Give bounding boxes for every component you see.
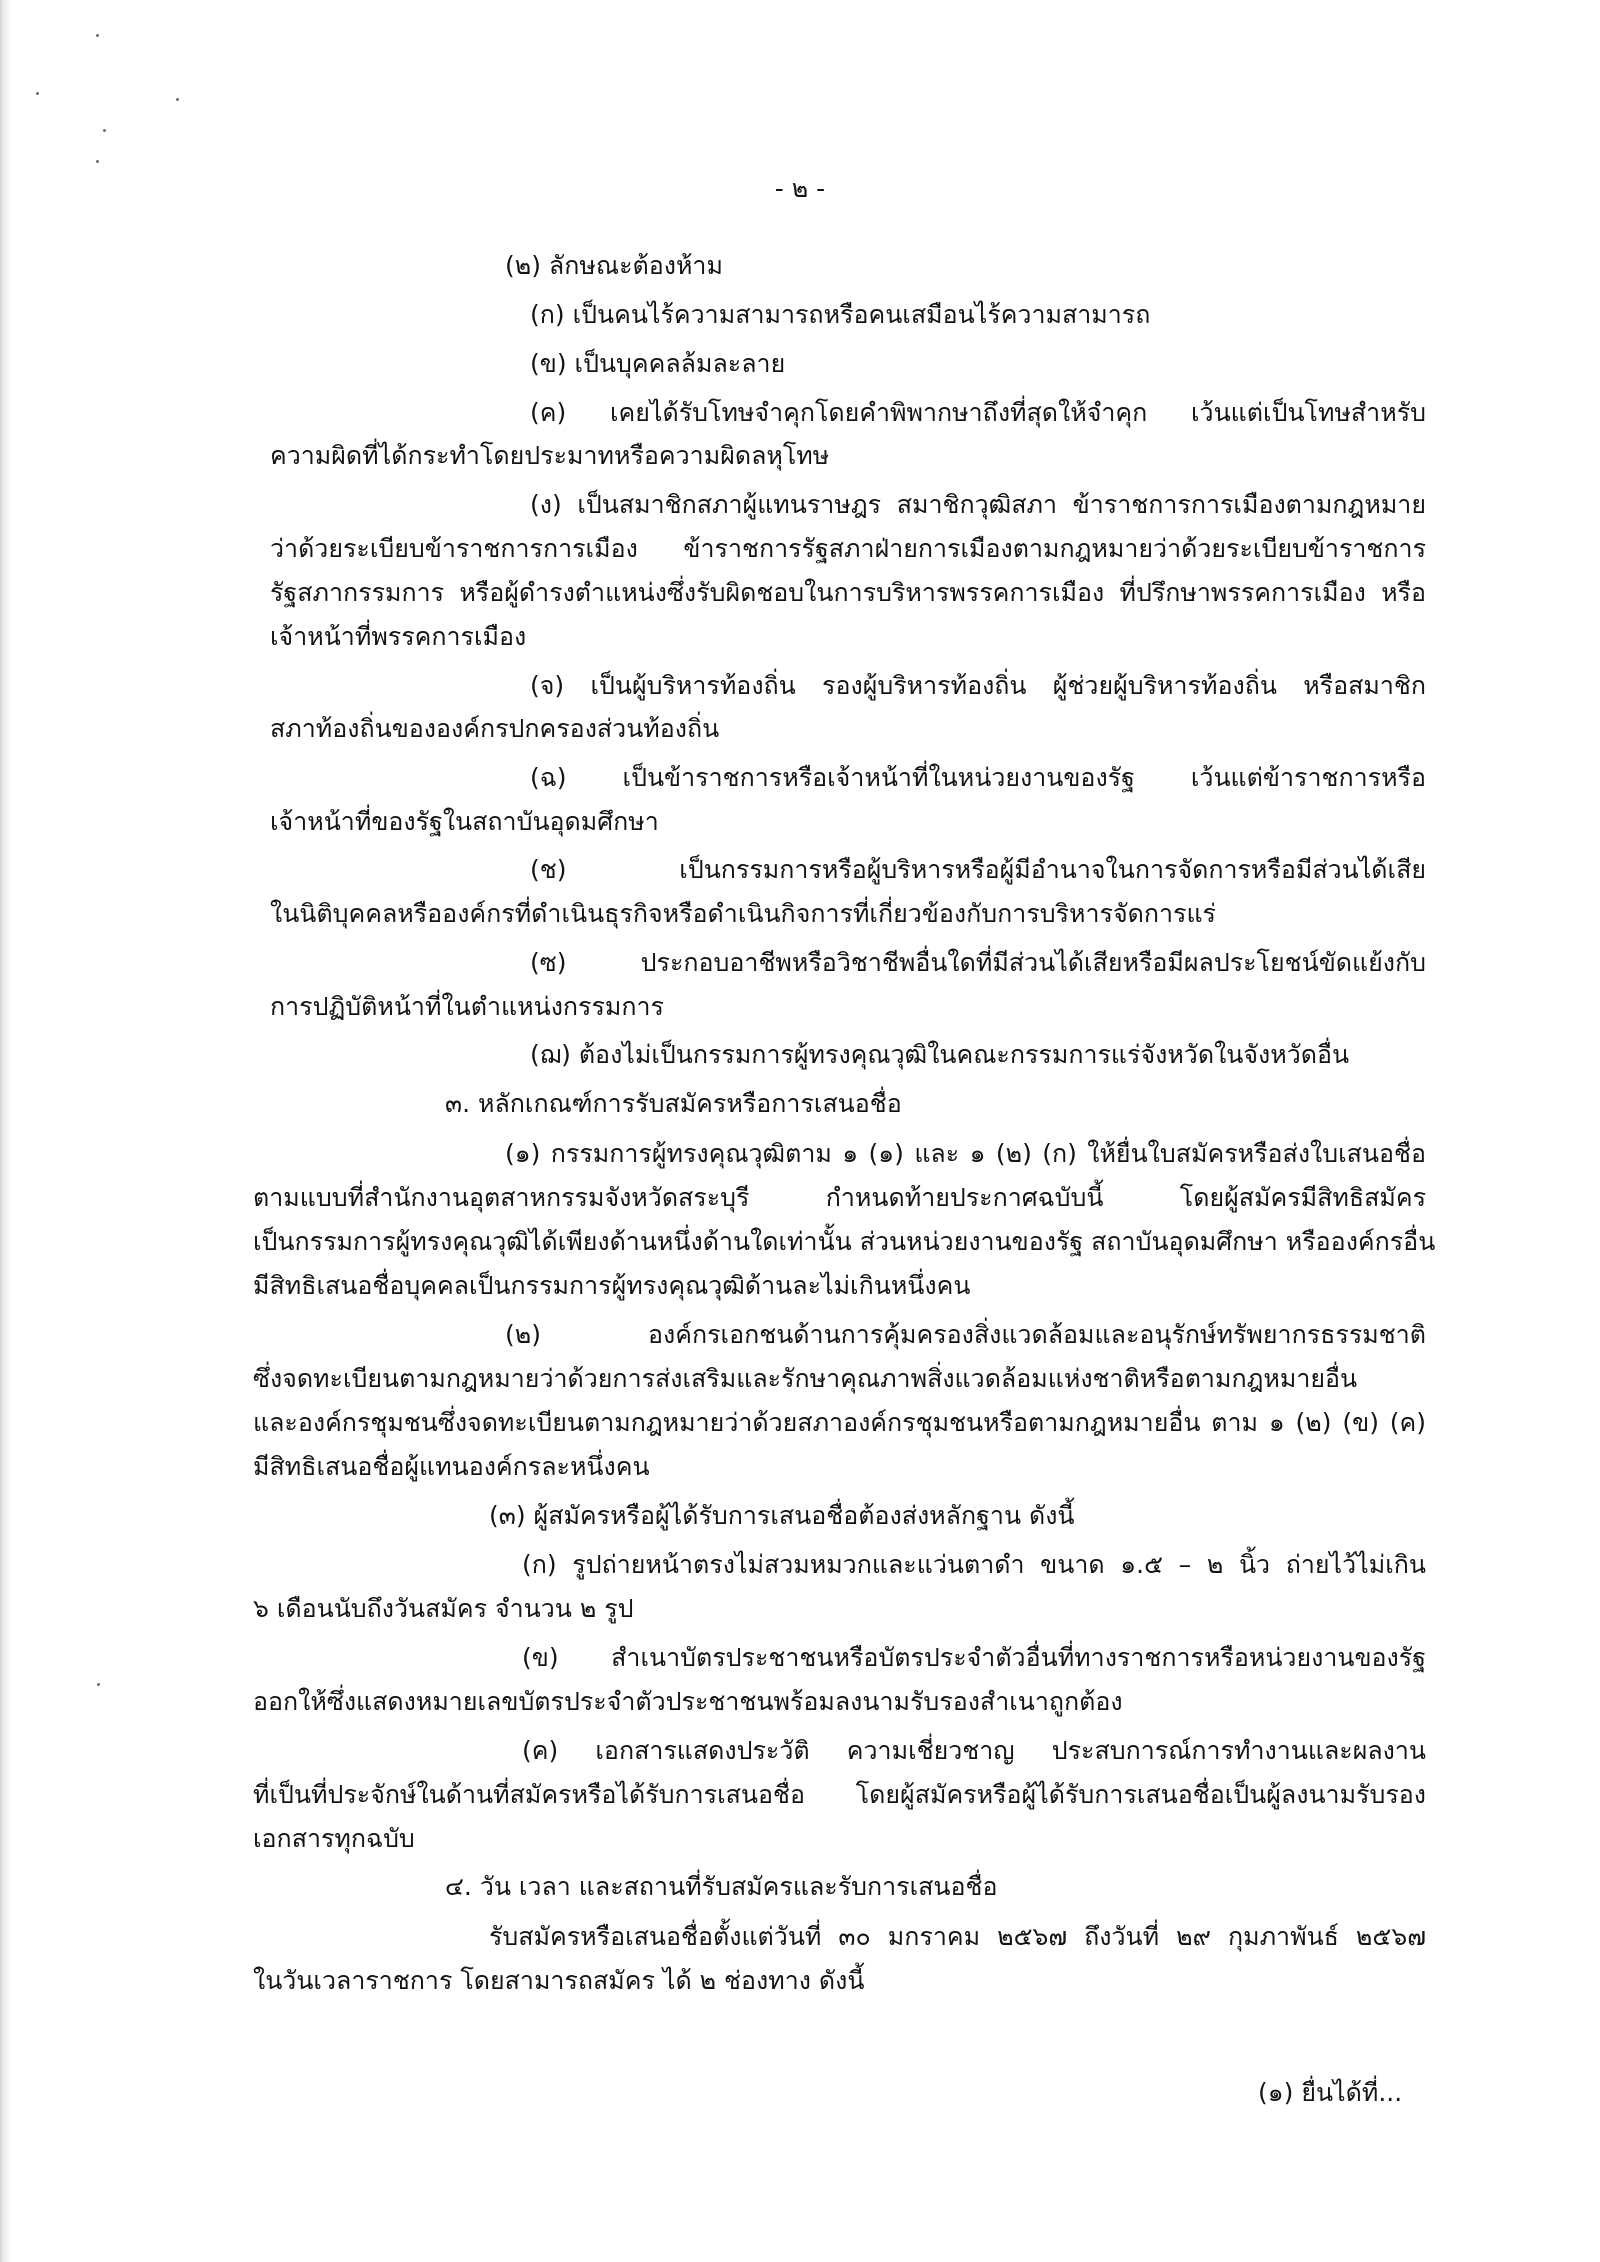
scan-speck — [96, 160, 99, 163]
item-line: เอกสารทุกฉบับ — [253, 1824, 415, 1853]
item-line: (ฉ) เป็นข้าราชการหรือเจ้าหน้าที่ในหน่วยงานของรัฐ เว้นแต่ข้าราชการหรือ — [530, 763, 1426, 792]
item-line: รัฐสภากรรมการ หรือผู้ดำรงตำแหน่งซึ่งรับผิดชอบในการบริหารพรรคการเมือง ที่ปรึกษาพรรคการเมือง หรือ — [270, 578, 1426, 607]
item-line: (ข) สำเนาบัตรประชาชนหรือบัตรประจำตัวอื่นที่ทางราชการหรือหน่วยงานของรัฐ — [522, 1643, 1426, 1672]
section-4-heading: ๔. วัน เวลา และสถานที่รับสมัครและรับการเสนอชื่อ — [445, 1872, 998, 1901]
scan-speck — [176, 98, 179, 101]
item-line: รับสมัครหรือเสนอชื่อตั้งแต่วันที่ ๓๐ มกราคม ๒๕๖๗ ถึงวันที่ ๒๙ กุมภาพันธ์ ๒๕๖๗ — [489, 1922, 1426, 1951]
item-line: ออกให้ซึ่งแสดงหมายเลขบัตรประจำตัวประชาชนพร้อมลงนามรับรองสำเนาถูกต้อง — [253, 1687, 1123, 1716]
scan-speck — [36, 92, 39, 95]
item-line: (ข) เป็นบุคคลล้มละลาย — [530, 349, 786, 378]
item-line: ๖ เดือนนับถึงวันสมัคร จำนวน ๒ รูป — [253, 1594, 634, 1623]
scan-speck — [103, 129, 106, 132]
item-line: (ซ) ประกอบอาชีพหรือวิชาชีพอื่นใดที่มีส่วนได้เสียหรือมีผลประโยชน์ขัดแย้งกับ — [530, 948, 1426, 977]
item-line: (ก) เป็นคนไร้ความสามารถหรือคนเสมือนไร้ความสามารถ — [530, 300, 1151, 329]
section-3-heading: ๓. หลักเกณฑ์การรับสมัครหรือการเสนอชื่อ — [445, 1089, 902, 1118]
scan-speck — [96, 34, 99, 37]
item-line: สภาท้องถิ่นขององค์กรปกครองส่วนท้องถิ่น — [270, 714, 720, 743]
item-line: ในวันเวลาราชการ โดยสามารถสมัคร ได้ ๒ ช่องทาง ดังนี้ — [253, 1966, 865, 1995]
item-line: เป็นกรรมการผู้ทรงคุณวุฒิได้เพียงด้านหนึ่งด้านใดเท่านั้น ส่วนหน่วยงานของรัฐ สถาบันอุดมศึกษา หรือองค์กรอื่น — [253, 1227, 1436, 1256]
item-line: ตามแบบที่สำนักงานอุตสาหกรรมจังหวัดสระบุรี กำหนดท้ายประกาศฉบับนี้ โดยผู้สมัครมีสิทธิสมัคร — [253, 1183, 1426, 1212]
item-line: (จ) เป็นผู้บริหารท้องถิ่น รองผู้บริหารท้องถิ่น ผู้ช่วยผู้บริหารท้องถิ่น หรือสมาชิก — [530, 671, 1426, 700]
item-line: มีสิทธิเสนอชื่อบุคคลเป็นกรรมการผู้ทรงคุณวุฒิด้านละไม่เกินหนึ่งคน — [253, 1271, 971, 1300]
section-2-heading: (๒) ลักษณะต้องห้าม — [505, 251, 723, 280]
item-line: (๒) องค์กรเอกชนด้านการคุ้มครองสิ่งแวดล้อมและอนุรักษ์ทรัพยากรธรรมชาติ — [505, 1320, 1426, 1349]
item-line: มีสิทธิเสนอชื่อผู้แทนองค์กรละหนึ่งคน — [253, 1452, 650, 1481]
item-line: (ค) เอกสารแสดงประวัติ ความเชี่ยวชาญ ประสบการณ์การทำงานและผลงาน — [522, 1736, 1426, 1765]
item-line: (ฌ) ต้องไม่เป็นกรรมการผู้ทรงคุณวุฒิในคณะกรรมการแร่จังหวัดในจังหวัดอื่น — [530, 1040, 1350, 1069]
item-line: (ค) เคยได้รับโทษจำคุกโดยคำพิพากษาถึงที่สุดให้จำคุก เว้นแต่เป็นโทษสำหรับ — [530, 398, 1426, 427]
scan-edge-shadow — [0, 0, 12, 2262]
item-line: ที่เป็นที่ประจักษ์ในด้านที่สมัครหรือได้รับการเสนอชื่อ โดยผู้สมัครหรือผู้ได้รับการเสนอชื่อเป็นผู้ลงนามรับรอง — [253, 1780, 1426, 1809]
item-line: การปฏิบัติหน้าที่ในตำแหน่งกรรมการ — [270, 992, 664, 1021]
item-line: (ช) เป็นกรรมการหรือผู้บริหารหรือผู้มีอำนาจในการจัดการหรือมีส่วนได้เสีย — [530, 855, 1426, 884]
item-line: ความผิดที่ได้กระทำโดยประมาทหรือความผิดลหุโทษ — [270, 441, 830, 470]
item-line: และองค์กรชุมชนซึ่งจดทะเบียนตามกฎหมายว่าด้วยสภาองค์กรชุมชนหรือตามกฎหมายอื่น ตาม ๑ (๒) (ข) (ค) — [253, 1408, 1426, 1437]
continuation-marker: (๑) ยื่นได้ที่... — [1258, 2078, 1403, 2107]
item-line: ซึ่งจดทะเบียนตามกฎหมายว่าด้วยการส่งเสริมและรักษาคุณภาพสิ่งแวดล้อมแห่งชาติหรือตามกฎหมายอื่น — [253, 1364, 1358, 1393]
item-line: (๓) ผู้สมัครหรือผู้ได้รับการเสนอชื่อต้องส่งหลักฐาน ดังนี้ — [489, 1501, 1075, 1530]
page-number: - ๒ - — [774, 174, 826, 203]
scan-speck — [97, 1683, 100, 1686]
item-line: ในนิติบุคคลหรือองค์กรที่ดำเนินธุรกิจหรือดำเนินกิจการที่เกี่ยวข้องกับการบริหารจัดการแร่ — [270, 899, 1216, 928]
item-line: เจ้าหน้าที่ของรัฐในสถาบันอุดมศึกษา — [270, 807, 659, 836]
item-line: (๑) กรรมการผู้ทรงคุณวุฒิตาม ๑ (๑) และ ๑ (๒) (ก) ให้ยื่นใบสมัครหรือส่งใบเสนอชื่อ — [505, 1139, 1426, 1168]
item-line: (ง) เป็นสมาชิกสภาผู้แทนราษฎร สมาชิกวุฒิสภา ข้าราชการการเมืองตามกฎหมาย — [530, 490, 1426, 519]
item-line: ว่าด้วยระเบียบข้าราชการการเมือง ข้าราชการรัฐสภาฝ่ายการเมืองตามกฎหมายว่าด้วยระเบียบข้าราชการ — [270, 534, 1426, 563]
item-line: (ก) รูปถ่ายหน้าตรงไม่สวมหมวกและแว่นตาดำ ขนาด ๑.๕ – ๒ นิ้ว ถ่ายไว้ไม่เกิน — [522, 1550, 1426, 1579]
item-line: เจ้าหน้าที่พรรคการเมือง — [270, 622, 527, 651]
